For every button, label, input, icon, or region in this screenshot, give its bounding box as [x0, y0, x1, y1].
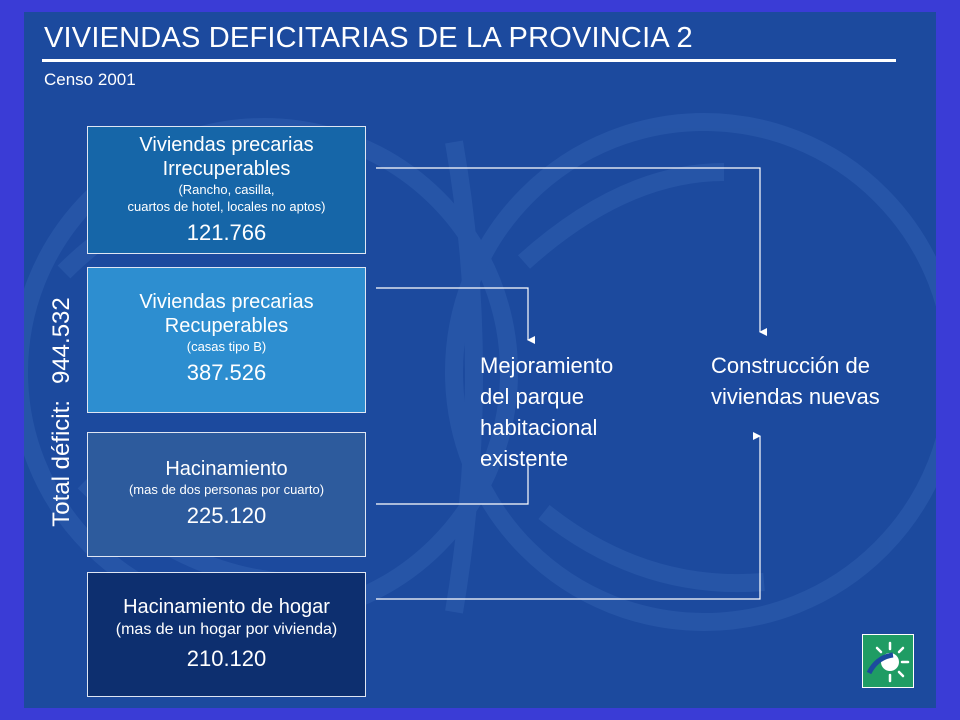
- box-line1: Hacinamiento: [165, 458, 288, 480]
- sun-logo-graphic: [863, 635, 913, 687]
- box-value: 225.120: [186, 503, 267, 528]
- page-title: VIVIENDAS DEFICITARIAS DE LA PROVINCIA 2: [44, 22, 693, 54]
- connector-box2-improvement: [376, 288, 528, 340]
- outcome-line: habitacional: [480, 415, 598, 440]
- outcome-construction: [711, 350, 931, 412]
- outcome-line: existente: [480, 446, 569, 471]
- box-detail1: (Rancho, casilla,: [178, 182, 275, 197]
- box-line2: Recuperables: [164, 315, 289, 337]
- outcome-line: del parque: [480, 384, 584, 409]
- page-subtitle: Censo 2001: [44, 70, 136, 89]
- box-detail1: (mas de dos personas por cuarto): [128, 482, 325, 497]
- box-line1: Viviendas precarias: [139, 291, 314, 313]
- outcome-line: Construcción de: [711, 353, 870, 378]
- box-detail2: cuartos de hotel, locales no aptos): [127, 199, 326, 214]
- box-detail1: (casas tipo B): [186, 339, 267, 354]
- box-line2: Irrecuperables: [162, 158, 291, 180]
- box-value: 387.526: [186, 360, 267, 385]
- box-line1: Hacinamiento de hogar: [123, 596, 330, 618]
- outcome-improvement: [480, 350, 670, 474]
- box-value: 121.766: [186, 220, 267, 245]
- outcome-line: viviendas nuevas: [711, 384, 880, 409]
- outcome-line: Mejoramiento: [480, 353, 614, 378]
- box-line1: Viviendas precarias: [139, 134, 314, 156]
- slide: [24, 12, 936, 708]
- total-value: 944.532: [48, 297, 75, 385]
- sun-logo-icon: [862, 634, 914, 688]
- box-value: 210.120: [186, 646, 267, 671]
- box-detail1: (mas de un hogar por vivienda): [115, 621, 338, 638]
- connector-box1-construction: [376, 168, 760, 332]
- total-label-text: Total déficit:: [48, 400, 75, 527]
